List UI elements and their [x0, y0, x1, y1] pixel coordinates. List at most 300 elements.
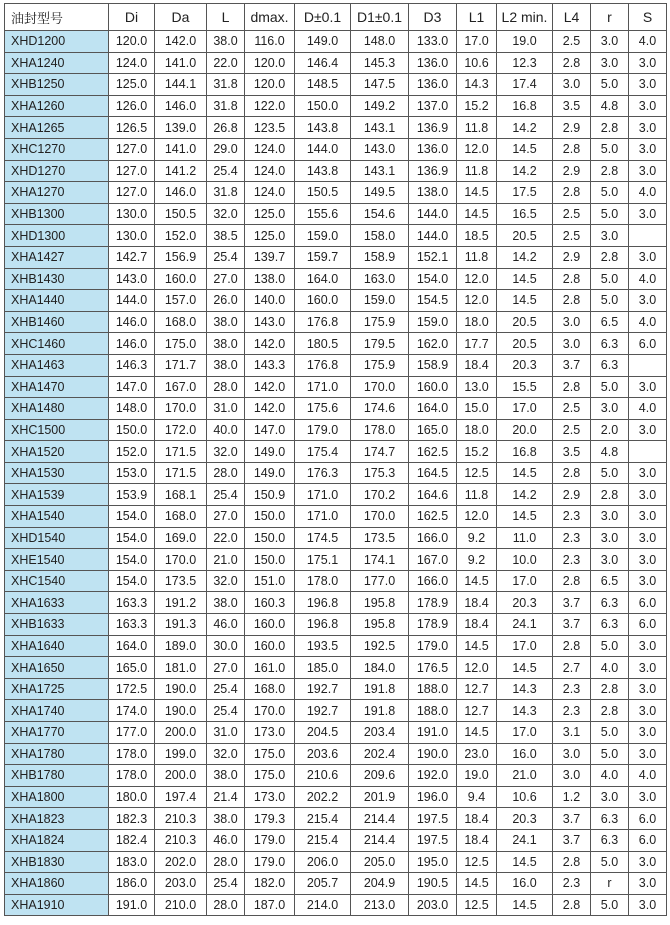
cell-r: 5.0 [591, 462, 629, 484]
header-l: L [207, 4, 245, 31]
cell-l2: 10.6 [497, 786, 553, 808]
cell-d: 175.6 [295, 398, 351, 420]
cell-l: 21.4 [207, 786, 245, 808]
cell-dmax: 173.0 [245, 786, 295, 808]
cell-r: 6.3 [591, 614, 629, 636]
cell-d3: 188.0 [409, 700, 457, 722]
cell-da: 170.0 [155, 398, 207, 420]
cell-l1: 18.4 [457, 829, 497, 851]
cell-d1: 174.1 [351, 549, 409, 571]
cell-d3: 188.0 [409, 678, 457, 700]
cell-r: 5.0 [591, 894, 629, 916]
cell-d: 192.7 [295, 678, 351, 700]
cell-di: 148.0 [109, 398, 155, 420]
cell-da: 169.0 [155, 527, 207, 549]
cell-l2: 17.0 [497, 635, 553, 657]
cell-da: 191.3 [155, 614, 207, 636]
table-row [5, 441, 667, 463]
cell-d: 150.5 [295, 182, 351, 204]
header-d1: D1±0.1 [351, 4, 409, 31]
cell-model: XHB1430 [5, 268, 109, 290]
cell-l: 38.0 [207, 765, 245, 787]
cell-l2: 14.5 [497, 894, 553, 916]
cell-r: 5.0 [591, 203, 629, 225]
cell-da: 160.0 [155, 268, 207, 290]
cell-d3: 144.0 [409, 225, 457, 247]
cell-dmax: 168.0 [245, 678, 295, 700]
cell-d3: 162.5 [409, 441, 457, 463]
cell-s: 3.0 [629, 678, 667, 700]
cell-d1: 213.0 [351, 894, 409, 916]
cell-da: 181.0 [155, 657, 207, 679]
cell-r: 5.0 [591, 74, 629, 96]
cell-di: 183.0 [109, 851, 155, 873]
cell-d3: 136.0 [409, 74, 457, 96]
cell-r: 4.0 [591, 765, 629, 787]
cell-d: 185.0 [295, 657, 351, 679]
cell-da: 168.1 [155, 484, 207, 506]
cell-r: 2.8 [591, 484, 629, 506]
cell-l: 29.0 [207, 138, 245, 160]
table-row [5, 182, 667, 204]
cell-da: 172.0 [155, 419, 207, 441]
table-row [5, 419, 667, 441]
cell-dmax: 120.0 [245, 74, 295, 96]
cell-d1: 202.4 [351, 743, 409, 765]
cell-r: 6.5 [591, 570, 629, 592]
cell-s: 6.0 [629, 808, 667, 830]
cell-model: XHA1240 [5, 52, 109, 74]
cell-d3: 160.0 [409, 376, 457, 398]
cell-s: 6.0 [629, 333, 667, 355]
cell-d3: 154.0 [409, 268, 457, 290]
cell-l4: 2.8 [553, 894, 591, 916]
cell-model: XHC1500 [5, 419, 109, 441]
cell-l: 31.8 [207, 182, 245, 204]
cell-di: 182.4 [109, 829, 155, 851]
cell-di: 153.9 [109, 484, 155, 506]
header-l1: L1 [457, 4, 497, 31]
cell-l1: 12.0 [457, 290, 497, 312]
cell-l4: 3.7 [553, 592, 591, 614]
table-row [5, 894, 667, 916]
cell-d1: 143.1 [351, 160, 409, 182]
cell-da: 171.5 [155, 441, 207, 463]
cell-r: 6.3 [591, 333, 629, 355]
cell-model: XHD1540 [5, 527, 109, 549]
cell-di: 163.3 [109, 614, 155, 636]
cell-l4: 2.5 [553, 225, 591, 247]
cell-d3: 162.5 [409, 506, 457, 528]
cell-model: XHA1470 [5, 376, 109, 398]
cell-r: 3.0 [591, 52, 629, 74]
cell-da: 144.1 [155, 74, 207, 96]
cell-model: XHB1633 [5, 614, 109, 636]
cell-l2: 10.0 [497, 549, 553, 571]
cell-l4: 3.0 [553, 311, 591, 333]
cell-d3: 136.9 [409, 160, 457, 182]
cell-dmax: 142.0 [245, 398, 295, 420]
cell-r: 3.0 [591, 506, 629, 528]
cell-d: 143.8 [295, 160, 351, 182]
cell-r: r [591, 873, 629, 895]
cell-r: 5.0 [591, 138, 629, 160]
cell-l4: 3.7 [553, 354, 591, 376]
cell-model: XHA1463 [5, 354, 109, 376]
cell-l2: 14.2 [497, 117, 553, 139]
cell-l1: 11.8 [457, 160, 497, 182]
cell-l: 27.0 [207, 268, 245, 290]
cell-model: XHB1830 [5, 851, 109, 873]
cell-model: XHA1740 [5, 700, 109, 722]
cell-d: 196.8 [295, 592, 351, 614]
table-row [5, 635, 667, 657]
header-dmax: dmax. [245, 4, 295, 31]
cell-d3: 191.0 [409, 722, 457, 744]
cell-d1: 159.0 [351, 290, 409, 312]
cell-l1: 9.4 [457, 786, 497, 808]
cell-d3: 159.0 [409, 311, 457, 333]
cell-d3: 203.0 [409, 894, 457, 916]
table-row [5, 743, 667, 765]
cell-l2: 20.3 [497, 354, 553, 376]
cell-dmax: 151.0 [245, 570, 295, 592]
cell-dmax: 149.0 [245, 441, 295, 463]
cell-l1: 18.4 [457, 354, 497, 376]
table-row [5, 808, 667, 830]
cell-s: 3.0 [629, 203, 667, 225]
cell-d1: 175.3 [351, 462, 409, 484]
cell-l2: 17.0 [497, 570, 553, 592]
cell-dmax: 140.0 [245, 290, 295, 312]
cell-l: 27.0 [207, 657, 245, 679]
cell-d: 203.6 [295, 743, 351, 765]
table-row [5, 765, 667, 787]
cell-d: 215.4 [295, 829, 351, 851]
cell-model: XHA1633 [5, 592, 109, 614]
cell-l1: 12.0 [457, 138, 497, 160]
cell-l2: 16.8 [497, 441, 553, 463]
cell-l1: 12.0 [457, 657, 497, 679]
cell-da: 200.0 [155, 722, 207, 744]
cell-da: 189.0 [155, 635, 207, 657]
cell-da: 171.5 [155, 462, 207, 484]
cell-s: 6.0 [629, 829, 667, 851]
cell-l1: 15.0 [457, 398, 497, 420]
cell-d1: 173.5 [351, 527, 409, 549]
cell-d: 160.0 [295, 290, 351, 312]
header-row [5, 4, 667, 31]
cell-l: 22.0 [207, 52, 245, 74]
cell-da: 191.2 [155, 592, 207, 614]
table-row [5, 614, 667, 636]
cell-l: 38.0 [207, 808, 245, 830]
cell-d: 180.5 [295, 333, 351, 355]
cell-l2: 20.3 [497, 592, 553, 614]
cell-l: 38.0 [207, 592, 245, 614]
table-row [5, 333, 667, 355]
table-row [5, 722, 667, 744]
cell-da: 150.5 [155, 203, 207, 225]
cell-model: XHA1440 [5, 290, 109, 312]
cell-da: 197.4 [155, 786, 207, 808]
cell-da: 170.0 [155, 549, 207, 571]
cell-r: 5.0 [591, 290, 629, 312]
cell-l1: 12.0 [457, 506, 497, 528]
cell-d3: 179.0 [409, 635, 457, 657]
cell-da: 146.0 [155, 182, 207, 204]
cell-d3: 136.0 [409, 52, 457, 74]
cell-r: 5.0 [591, 743, 629, 765]
cell-d1: 170.0 [351, 376, 409, 398]
table-row [5, 398, 667, 420]
cell-d: 171.0 [295, 376, 351, 398]
header-d: D±0.1 [295, 4, 351, 31]
cell-d: 143.8 [295, 117, 351, 139]
cell-l2: 14.3 [497, 700, 553, 722]
cell-s: 3.0 [629, 506, 667, 528]
cell-model: XHD1200 [5, 31, 109, 53]
cell-d3: 190.5 [409, 873, 457, 895]
cell-l2: 14.2 [497, 246, 553, 268]
cell-r: 6.5 [591, 311, 629, 333]
cell-s: 3.0 [629, 549, 667, 571]
cell-l4: 2.8 [553, 268, 591, 290]
cell-d: 171.0 [295, 484, 351, 506]
cell-d1: 158.9 [351, 246, 409, 268]
cell-l: 28.0 [207, 376, 245, 398]
cell-l: 27.0 [207, 506, 245, 528]
cell-l4: 2.8 [553, 182, 591, 204]
cell-l1: 12.0 [457, 268, 497, 290]
table-row [5, 851, 667, 873]
cell-l4: 2.8 [553, 570, 591, 592]
cell-l4: 3.5 [553, 441, 591, 463]
table-row [5, 52, 667, 74]
cell-dmax: 123.5 [245, 117, 295, 139]
cell-dmax: 143.0 [245, 311, 295, 333]
cell-d: 202.2 [295, 786, 351, 808]
cell-dmax: 150.9 [245, 484, 295, 506]
cell-l2: 17.5 [497, 182, 553, 204]
cell-l2: 17.0 [497, 722, 553, 744]
cell-l1: 14.5 [457, 570, 497, 592]
cell-l: 46.0 [207, 614, 245, 636]
cell-d3: 196.0 [409, 786, 457, 808]
cell-l2: 14.5 [497, 657, 553, 679]
cell-da: 141.0 [155, 52, 207, 74]
cell-l1: 14.3 [457, 74, 497, 96]
cell-l2: 14.5 [497, 290, 553, 312]
table-row [5, 570, 667, 592]
cell-d3: 164.0 [409, 398, 457, 420]
cell-d3: 166.0 [409, 527, 457, 549]
cell-model: XHC1270 [5, 138, 109, 160]
cell-s: 3.0 [629, 786, 667, 808]
cell-l: 25.4 [207, 246, 245, 268]
cell-model: XHA1260 [5, 95, 109, 117]
cell-di: 150.0 [109, 419, 155, 441]
cell-di: 154.0 [109, 570, 155, 592]
cell-d: 159.7 [295, 246, 351, 268]
cell-l1: 14.5 [457, 722, 497, 744]
cell-d1: 175.9 [351, 311, 409, 333]
cell-l4: 2.9 [553, 246, 591, 268]
table-row [5, 678, 667, 700]
cell-l1: 15.2 [457, 441, 497, 463]
cell-d1: 148.0 [351, 31, 409, 53]
cell-l2: 24.1 [497, 614, 553, 636]
cell-d: 175.1 [295, 549, 351, 571]
cell-l2: 20.0 [497, 419, 553, 441]
cell-s: 4.0 [629, 182, 667, 204]
cell-d3: 166.0 [409, 570, 457, 592]
cell-l2: 14.5 [497, 462, 553, 484]
cell-model: XHA1770 [5, 722, 109, 744]
cell-d: 176.8 [295, 311, 351, 333]
cell-l: 25.4 [207, 160, 245, 182]
cell-d3: 138.0 [409, 182, 457, 204]
cell-r: 4.8 [591, 95, 629, 117]
table-row [5, 95, 667, 117]
cell-l2: 11.0 [497, 527, 553, 549]
cell-da: 146.0 [155, 95, 207, 117]
header-di: Di [109, 4, 155, 31]
table-row [5, 203, 667, 225]
cell-l4: 2.5 [553, 398, 591, 420]
cell-da: 190.0 [155, 700, 207, 722]
cell-l: 28.0 [207, 894, 245, 916]
cell-di: 177.0 [109, 722, 155, 744]
cell-d: 144.0 [295, 138, 351, 160]
cell-d: 206.0 [295, 851, 351, 873]
cell-d1: 174.7 [351, 441, 409, 463]
cell-d3: 154.5 [409, 290, 457, 312]
cell-d1: 143.1 [351, 117, 409, 139]
cell-d1: 177.0 [351, 570, 409, 592]
cell-d1: 147.5 [351, 74, 409, 96]
cell-dmax: 149.0 [245, 462, 295, 484]
cell-r: 5.0 [591, 268, 629, 290]
cell-r: 4.0 [591, 657, 629, 679]
cell-l2: 14.3 [497, 678, 553, 700]
cell-l1: 10.6 [457, 52, 497, 74]
cell-r: 6.3 [591, 592, 629, 614]
cell-model: XHA1823 [5, 808, 109, 830]
cell-s: 3.0 [629, 376, 667, 398]
cell-di: 152.0 [109, 441, 155, 463]
cell-da: 190.0 [155, 678, 207, 700]
cell-model: XHA1824 [5, 829, 109, 851]
oil-seal-spec-table [4, 3, 667, 916]
cell-l1: 12.7 [457, 700, 497, 722]
cell-l: 31.0 [207, 722, 245, 744]
table-row [5, 657, 667, 679]
cell-d1: 170.2 [351, 484, 409, 506]
cell-r: 6.3 [591, 829, 629, 851]
cell-d: 159.0 [295, 225, 351, 247]
cell-dmax: 116.0 [245, 31, 295, 53]
table-header [5, 4, 667, 31]
cell-d1: 184.0 [351, 657, 409, 679]
table-row [5, 700, 667, 722]
cell-l4: 3.0 [553, 765, 591, 787]
cell-l1: 18.4 [457, 592, 497, 614]
table-body [5, 31, 667, 916]
table-row [5, 246, 667, 268]
cell-d1: 192.5 [351, 635, 409, 657]
cell-di: 178.0 [109, 765, 155, 787]
cell-l1: 18.0 [457, 311, 497, 333]
cell-s [629, 441, 667, 463]
cell-s: 3.0 [629, 700, 667, 722]
cell-da: 202.0 [155, 851, 207, 873]
cell-r: 5.0 [591, 182, 629, 204]
cell-l1: 12.5 [457, 894, 497, 916]
cell-l: 31.8 [207, 95, 245, 117]
cell-model: XHA1640 [5, 635, 109, 657]
cell-l2: 17.4 [497, 74, 553, 96]
cell-model: XHE1540 [5, 549, 109, 571]
table-row [5, 376, 667, 398]
cell-l1: 14.5 [457, 203, 497, 225]
cell-l4: 2.8 [553, 290, 591, 312]
cell-di: 146.0 [109, 311, 155, 333]
cell-di: 126.0 [109, 95, 155, 117]
cell-d: 204.5 [295, 722, 351, 744]
cell-d3: 165.0 [409, 419, 457, 441]
cell-l: 38.5 [207, 225, 245, 247]
cell-l4: 3.0 [553, 333, 591, 355]
cell-da: 210.3 [155, 808, 207, 830]
cell-l: 26.0 [207, 290, 245, 312]
cell-l2: 16.0 [497, 743, 553, 765]
cell-l1: 19.0 [457, 765, 497, 787]
cell-d3: 192.0 [409, 765, 457, 787]
cell-d1: 143.0 [351, 138, 409, 160]
cell-di: 130.0 [109, 225, 155, 247]
cell-model: XHA1539 [5, 484, 109, 506]
cell-l2: 19.0 [497, 31, 553, 53]
table-row [5, 31, 667, 53]
cell-r: 6.3 [591, 808, 629, 830]
cell-d: 174.5 [295, 527, 351, 549]
cell-d3: 178.9 [409, 614, 457, 636]
cell-da: 173.5 [155, 570, 207, 592]
cell-dmax: 160.3 [245, 592, 295, 614]
cell-d: 164.0 [295, 268, 351, 290]
cell-l1: 13.0 [457, 376, 497, 398]
cell-l1: 9.2 [457, 549, 497, 571]
cell-model: XHA1650 [5, 657, 109, 679]
cell-model: XHA1725 [5, 678, 109, 700]
cell-d1: 170.0 [351, 506, 409, 528]
cell-s: 3.0 [629, 160, 667, 182]
cell-d3: 197.5 [409, 829, 457, 851]
cell-d1: 175.9 [351, 354, 409, 376]
cell-dmax: 150.0 [245, 549, 295, 571]
header-l4: L4 [553, 4, 591, 31]
cell-di: 144.0 [109, 290, 155, 312]
cell-d3: 133.0 [409, 31, 457, 53]
cell-l1: 12.5 [457, 462, 497, 484]
table-row [5, 873, 667, 895]
cell-d3: 164.6 [409, 484, 457, 506]
cell-dmax: 138.0 [245, 268, 295, 290]
cell-l1: 11.8 [457, 246, 497, 268]
cell-r: 5.0 [591, 376, 629, 398]
cell-di: 130.0 [109, 203, 155, 225]
